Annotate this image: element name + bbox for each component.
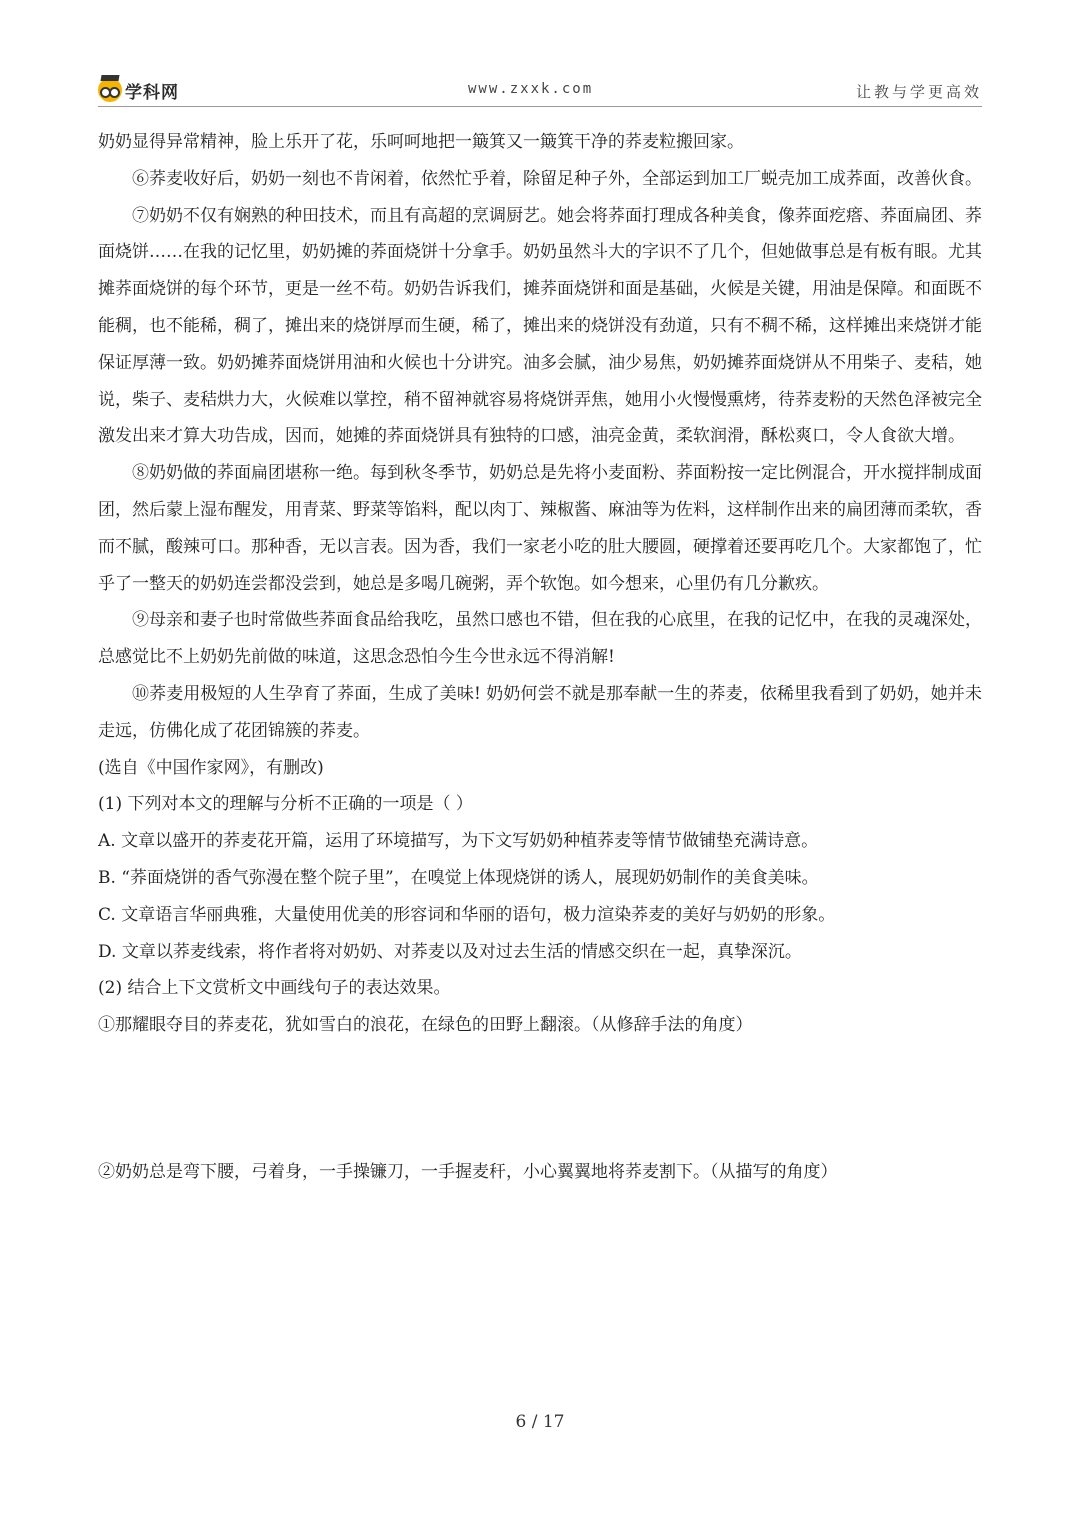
paragraph-9: ⑨母亲和妻子也时常做些荞面食品给我吃，虽然口感也不错，但在我的心底里，在我的记忆中，在我的灵魂深处，总感觉比不上奶奶先前做的味道，这思念恐怕今生今世永远不得消解! [98, 610, 982, 668]
paragraph-8: ⑧奶奶做的荞面扁团堪称一绝。每到秋冬季节，奶奶总是先将小麦面粉、荞面粉按一定比例混合，开水搅拌制成面团，然后蒙上湿布醒发，用青菜、野菜等馅料，配以肉丁、辣椒酱、麻油等为佐料，这样制作出来的扁团薄而柔软，香而不腻，酸辣可口。那种香，无以言表。因为香，我们一家老小吃的肚大腰圆，硬撑着还要再吃几个。大家都饱了，忙乎了一整天的奶奶连尝都没尝到，她总是多喝几碗粥，弄个软饱。如今想来，心里仍有几分歉疚。 [98, 463, 982, 594]
question-2-stem: (2) 结合上下文赏析文中画线句子的表达效果。 [98, 978, 451, 999]
question-1-stem: (1) 下列对本文的理解与分析不正确的一项是（ ） [98, 794, 473, 815]
paragraph-7: ⑦奶奶不仅有娴熟的种田技术，而且有高超的烹调厨艺。她会将荞面打理成各种美食，像荞面疙瘩、荞面扁团、荞面烧饼……在我的记忆里，奶奶摊的荞面烧饼十分拿手。奶奶虽然斗大的字识不了几个，但她做事总是有板有眼。尤其摊荞面烧饼的每个环节，更是一丝不苟。奶奶告诉我们，摊荞面烧饼和面是基础，火候是关键，用油是保障。和面既不能稠，也不能稀，稠了，摊出来的烧饼厚而生硬，稀了，摊出来的烧饼没有劲道，只有不稠不稀，这样摊出来烧饼才能保证厚薄一致。奶奶摊荞面烧饼用油和火候也十分讲究。油多会腻，油少易焦，奶奶摊荞面烧饼从不用柴子、麦秸，她说，柴子、麦秸烘力大，火候难以掌控，稍不留神就容易将烧饼弄焦，她用小火慢慢熏烤，待荞麦粉的天然色泽被完全激发出来才算大功告成，因而，她摊的荞面烧饼具有独特的口感，油亮金黄，柔软润滑，酥松爽口，令人食欲大增。 [98, 205, 982, 447]
paragraph-6: ⑥荞麦收好后，奶奶一刻也不肯闲着，依然忙乎着，除留足种子外，全部运到加工厂蜕壳加工成荞面，改善伙食。 [132, 168, 982, 189]
header-divider [98, 106, 982, 107]
question-1-option-a: A. 文章以盛开的荞麦花开篇，运用了环境描写，为下文写奶奶种植荞麦等情节做铺垫充满诗意。 [98, 831, 819, 852]
answer-space-1 [98, 1044, 982, 1154]
page-header [98, 76, 982, 106]
logo[interactable] [98, 76, 179, 104]
logo-text: 学科网 [125, 82, 179, 103]
paragraph-10: ⑩荞麦用极短的人生孕育了荞面，生成了美味! 奶奶何尝不就是那奉献一生的荞麦，依稀里我看到了奶奶，她并未走远，仿佛化成了花团锦簇的荞麦。 [98, 683, 982, 741]
document-body [98, 124, 982, 1191]
question-1-option-d: D. 文章以荞麦线索，将作者将对奶奶、对荞麦以及对过去生活的情感交织在一起，真挚深沉。 [98, 941, 802, 962]
question-2-item-2: ②奶奶总是弯下腰，弓着身，一手操镰刀，一手握麦秆，小心翼翼地将荞麦割下。（从描写的角度） [98, 1161, 838, 1182]
question-1-option-c: C. 文章语言华丽典雅，大量使用优美的形容词和华丽的语句，极力渲染荞麦的美好与奶奶的形象。 [98, 904, 836, 925]
page-number: 6 / 17 [515, 1412, 565, 1432]
question-2-item-1: ①那耀眼夺目的荞麦花，犹如雪白的浪花，在绿色的田野上翻滚。（从修辞手法的角度） [98, 1015, 753, 1036]
source-citation: (选自《中国作家网》，有删改) [98, 757, 324, 778]
owl-logo-icon [98, 78, 122, 102]
slogan: 让教与学更高效 [855, 83, 982, 101]
site-url[interactable]: www.zxxk.com [468, 81, 594, 97]
question-1-option-b: B. “荞面烧饼的香气弥漫在整个院子里”，在嗅觉上体现烧饼的诱人，展现奶奶制作的美食美味。 [98, 867, 819, 888]
paragraph-continued: 奶奶显得异常精神，脸上乐开了花，乐呵呵地把一簸箕又一簸箕干净的荞麦粒搬回家。 [98, 132, 744, 152]
